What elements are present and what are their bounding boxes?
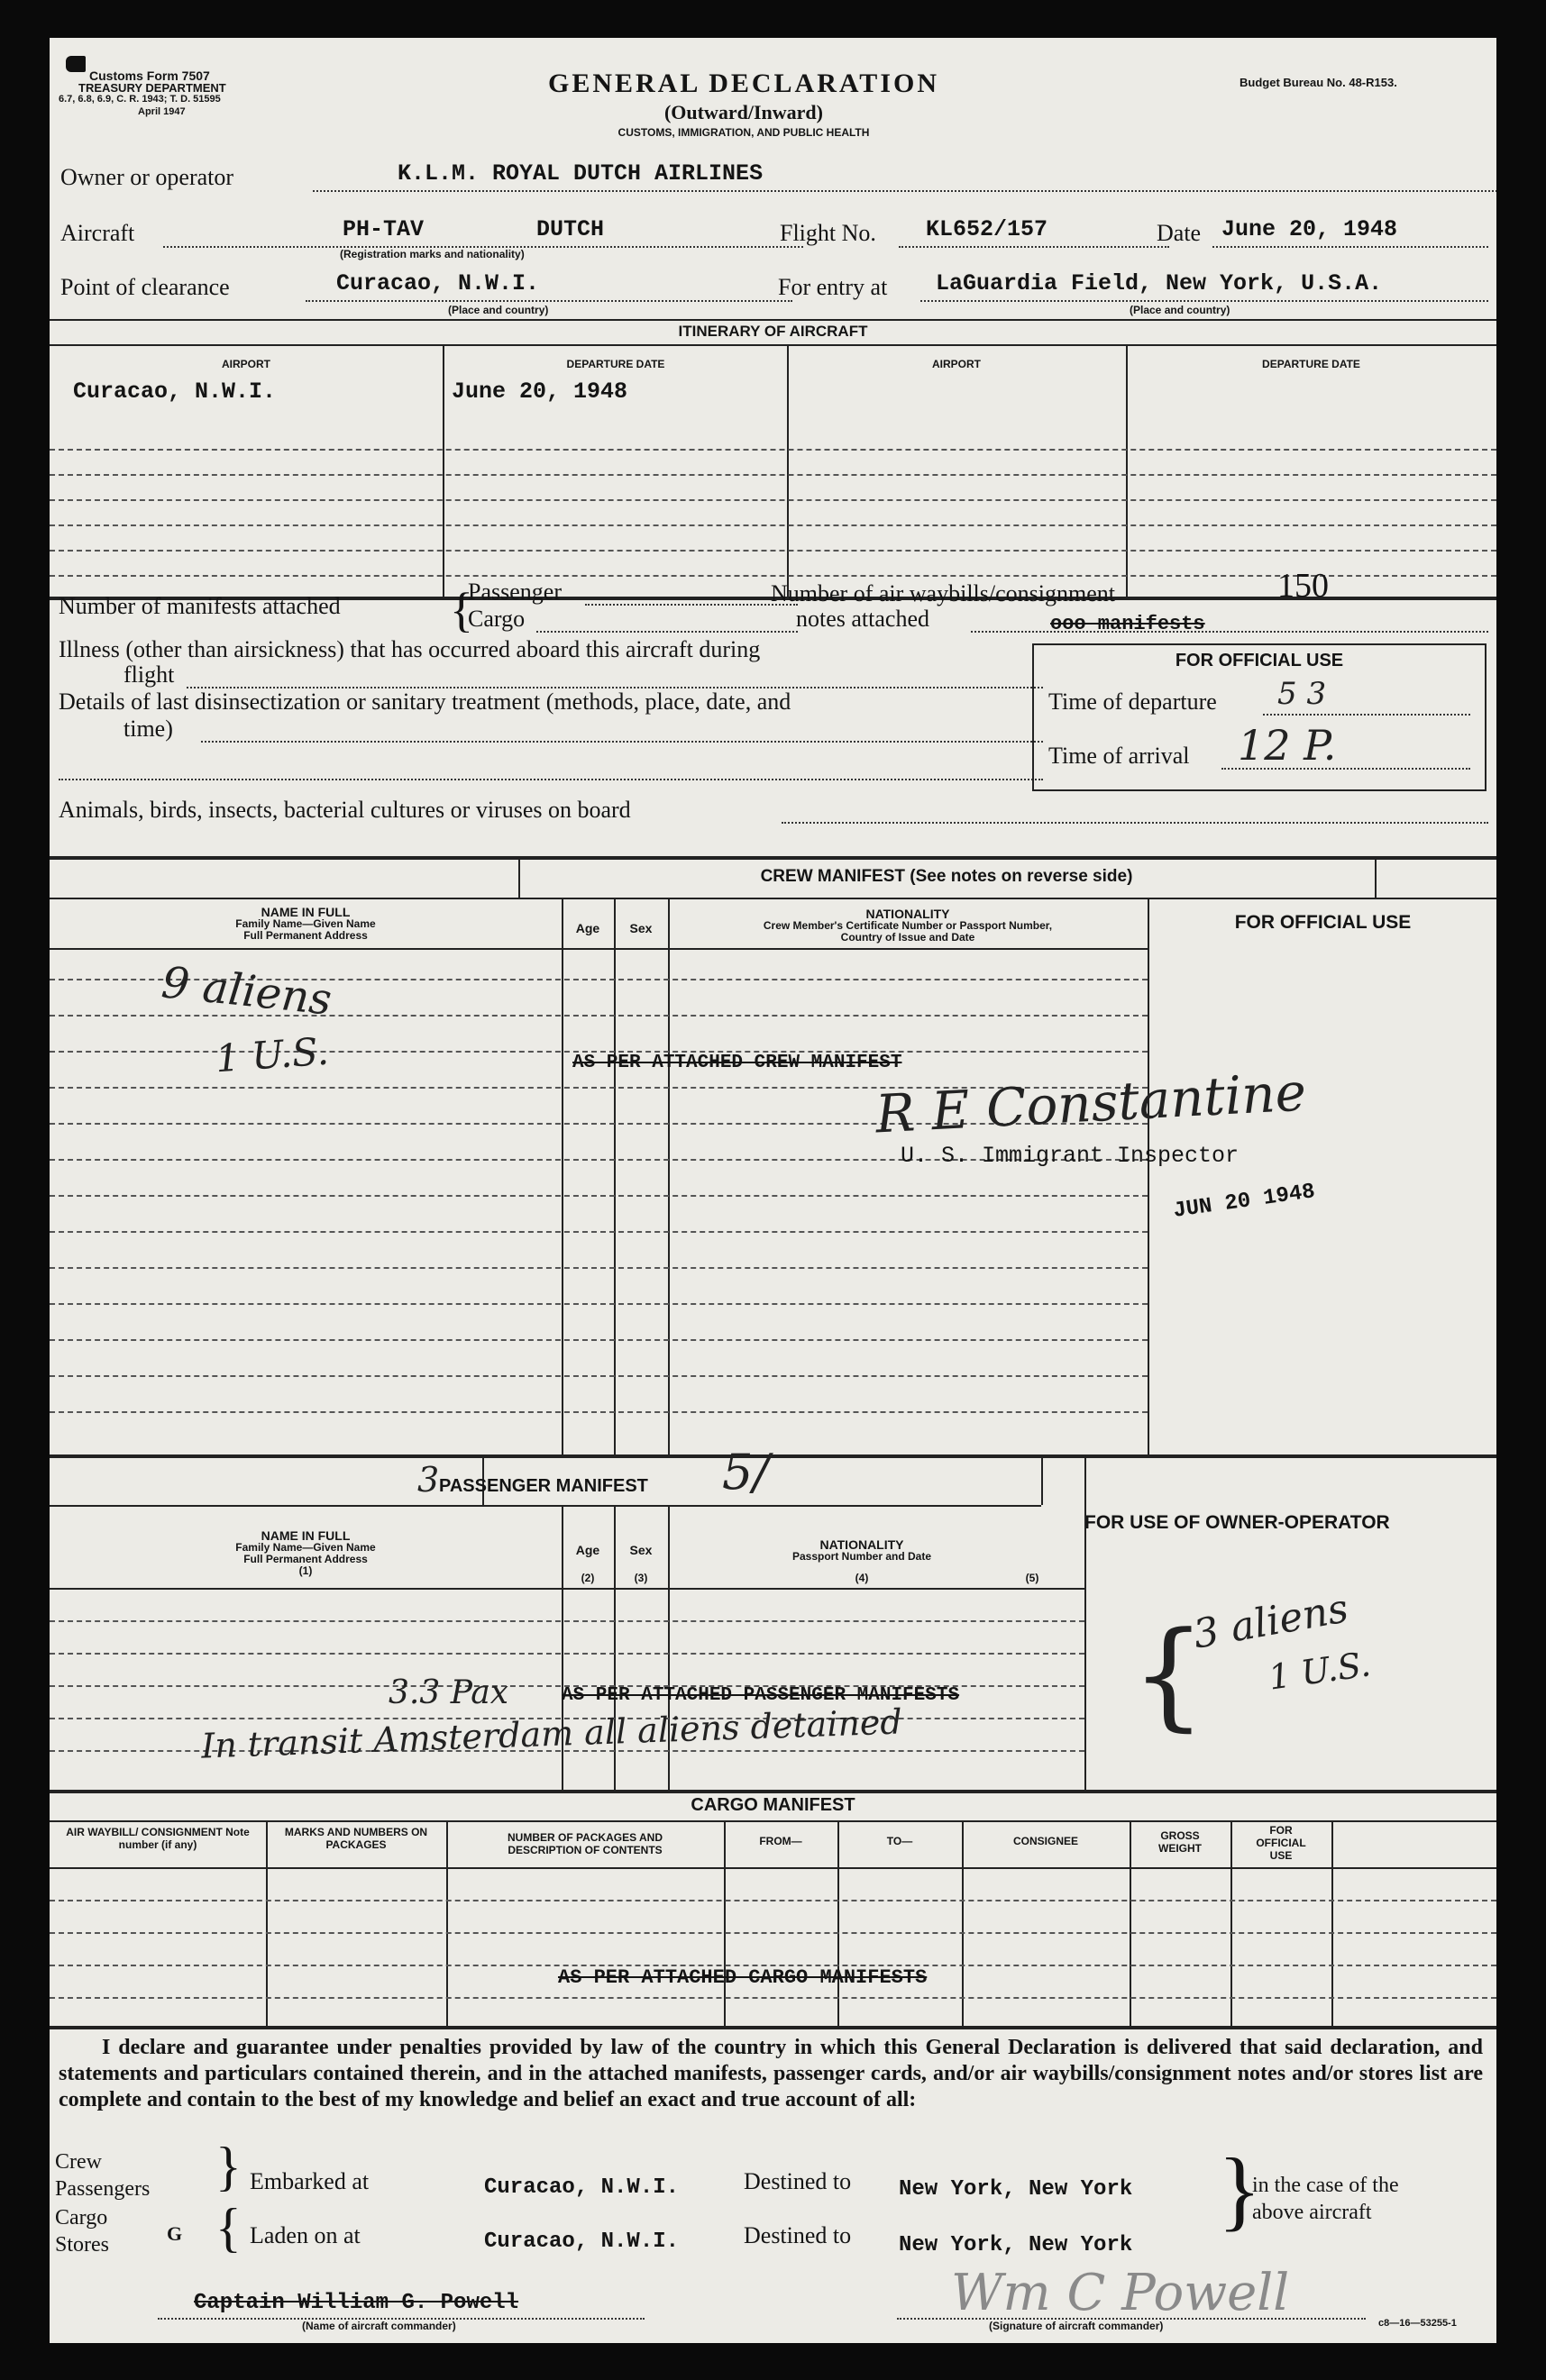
decl-stores-mark: G <box>167 2222 183 2245</box>
passenger-col-5: (5) <box>1025 1572 1039 1584</box>
cargo-col-consignee: CONSIGNEE <box>1012 1835 1078 1847</box>
declaration-text: I declare and guarantee under penalties provided by law of the country in which this General Declaration is delivered that said declaration, and statements and particulars contained therein, and in the attached manifests, passenger cards, and/or air waybills/consignment notes and/or stores list are complete and contain to the best of my knowledge and belief an exact and true account of all: <box>59 2036 1483 2111</box>
embarked-label: Embarked at <box>250 2168 370 2194</box>
passenger-col-owner: FOR USE OF OWNER-OPERATOR <box>1084 1512 1390 1533</box>
cargo-col-weight: GROSS WEIGHT <box>1158 1829 1202 1855</box>
crew-manifest-title: CREW MANIFEST (See notes on reverse side) <box>760 867 1133 886</box>
animals-label: Animals, birds, insects, bacterial cultures or viruses on board <box>59 797 631 823</box>
budget-number: Budget Bureau No. 48-R153. <box>1240 76 1397 89</box>
decl-crew: Crew <box>55 2150 102 2174</box>
passenger-stamp: AS PER ATTACHED PASSENGER MANIFESTS <box>562 1685 960 1706</box>
aircraft-caption: (Registration marks and nationality) <box>340 248 525 260</box>
passenger-hand-prefix: 3 <box>417 1460 440 1500</box>
entry-caption: (Place and country) <box>1130 304 1230 316</box>
destined-label-2: Destined to <box>744 2222 852 2248</box>
disinsect-label: Details of last disinsectization or sanitary treatment (methods, place, date, and <box>59 688 791 715</box>
cargo-col-from: FROM— <box>759 1835 802 1847</box>
passenger-manifest-title: PASSENGER MANIFEST <box>439 1476 648 1496</box>
owner-value: K.L.M. ROYAL DUTCH AIRLINES <box>398 160 764 187</box>
owner-hand-brace: { <box>1131 1606 1206 1743</box>
passenger-col-age: Age <box>575 1543 600 1557</box>
itinerary-col-airport-1: AIRPORT <box>222 358 270 370</box>
arrival-time-label: Time of arrival <box>1048 743 1190 769</box>
decl-brace-right: } <box>1218 2139 1261 2239</box>
destined-value-1: New York, New York <box>899 2177 1133 2202</box>
flight-label: Flight No. <box>780 220 876 246</box>
disinsect-label-2: time) <box>123 716 173 742</box>
commander-signature: Wm C Powell <box>951 2264 1290 2322</box>
cargo-manifest-title: CARGO MANIFEST <box>691 1795 855 1815</box>
print-code: c8—16—53255-1 <box>1378 2318 1457 2329</box>
form-number-badge <box>66 56 86 72</box>
departure-time-label: Time of departure <box>1048 688 1217 715</box>
decl-stores: Stores <box>55 2233 109 2257</box>
passenger-col-name-sub: Family Name—Given Name <box>235 1541 376 1554</box>
crew-col-sex: Sex <box>629 921 653 935</box>
crew-col-nationality: NATIONALITY <box>865 907 950 921</box>
itinerary-departure-value: June 20, 1948 <box>452 378 628 405</box>
cargo-col-marks: MARKS AND NUMBERS ON PACKAGES <box>284 1826 428 1851</box>
entry-label: For entry at <box>778 274 888 300</box>
arrival-time-value: 12 P. <box>1238 721 1337 770</box>
flight-value: KL652/157 <box>926 216 1048 242</box>
entry-value: LaGuardia Field, New York, U.S.A. <box>936 270 1383 296</box>
passenger-hand-suffix: 5/ <box>722 1444 770 1500</box>
passenger-label: Passenger <box>468 579 562 605</box>
passenger-hand-pax: 3.3 Pax <box>389 1674 509 1711</box>
cargo-col-to: TO— <box>886 1835 913 1847</box>
form-title: GENERAL DECLARATION <box>547 68 939 98</box>
commander-signature-caption: (Signature of aircraft commander) <box>989 2320 1164 2332</box>
itinerary-title: ITINERARY OF AIRCRAFT <box>678 323 868 340</box>
clearance-caption: (Place and country) <box>448 304 549 316</box>
commander-name: Captain William G. Powell <box>194 2291 519 2315</box>
destined-label-1: Destined to <box>744 2168 852 2194</box>
cargo-col-official: FOR OFFICIAL USE <box>1256 1824 1306 1862</box>
owner-hand-us: 1 U.S. <box>1266 1644 1374 1698</box>
official-use-title: FOR OFFICIAL USE <box>1175 651 1344 670</box>
declaration-form <box>50 38 1496 2343</box>
itinerary-col-date-2: DEPARTURE DATE <box>1262 358 1360 370</box>
crew-col-name-sub: Family Name—Given Name <box>235 917 376 930</box>
crew-col-name-sub-2: Full Permanent Address <box>243 929 368 942</box>
decl-passengers: Passengers <box>55 2177 151 2201</box>
aircraft-nationality: DUTCH <box>536 216 605 242</box>
form-reference: 6.7, 6.8, 6.9, C. R. 1943; T. D. 51595 <box>59 94 221 105</box>
crew-hand-us: 1 U.S. <box>214 1028 331 1081</box>
manifests-label: Number of manifests attached <box>59 593 341 619</box>
cargo-stamp: AS PER ATTACHED CARGO MANIFESTS <box>558 1966 928 1989</box>
passenger-col-sex-num: (3) <box>634 1572 648 1584</box>
manifests-brace: { <box>450 583 473 637</box>
clearance-label: Point of clearance <box>60 274 230 300</box>
itinerary-col-date-1: DEPARTURE DATE <box>566 358 665 370</box>
form-date: April 1947 <box>138 106 186 117</box>
decl-right-text-2: above aircraft <box>1252 2201 1372 2224</box>
decl-cargo: Cargo <box>55 2206 108 2230</box>
aircraft-label: Aircraft <box>60 220 135 246</box>
inspector-date-stamp: JUN 20 1948 <box>1171 1180 1317 1224</box>
form-subtitle: CUSTOMS, IMMIGRATION, AND PUBLIC HEALTH <box>617 126 870 139</box>
form-number: Customs Form 7507 <box>89 68 210 83</box>
destined-value-2: New York, New York <box>899 2233 1133 2257</box>
aircraft-marks: PH-TAV <box>343 216 425 242</box>
itinerary-airport-value: Curacao, N.W.I. <box>73 378 277 405</box>
departure-time-value: 5 3 <box>1277 676 1327 712</box>
clearance-value: Curacao, N.W.I. <box>336 270 540 296</box>
crew-col-name: NAME IN FULL <box>261 905 351 919</box>
cargo-col-packages: NUMBER OF PACKAGES AND DESCRIPTION OF CONTENTS <box>507 1831 663 1856</box>
crew-col-nationality-sub-2: Country of Issue and Date <box>840 931 975 944</box>
inspector-title: U. S. Immigrant Inspector <box>901 1143 1240 1169</box>
crew-stamp: AS PER ATTACHED CREW MANIFEST <box>572 1053 902 1073</box>
crew-col-age: Age <box>575 921 600 935</box>
crew-hand-aliens: 9 aliens <box>159 957 334 1026</box>
waybills-label: Number of air waybills/consignment <box>771 580 1115 606</box>
passenger-hand-transit: In transit Amsterdam all aliens detained <box>200 1701 903 1766</box>
form-department: TREASURY DEPARTMENT <box>78 81 226 95</box>
illness-label: Illness (other than airsickness) that has occurred aboard this aircraft during <box>59 636 761 662</box>
passenger-col-sex: Sex <box>629 1543 653 1557</box>
date-label: Date <box>1157 220 1202 246</box>
passenger-col-nationality-sub: Passport Number and Date <box>791 1550 932 1563</box>
passenger-col-name-sub-2: Full Permanent Address <box>243 1553 368 1565</box>
passenger-col-name-num: (1) <box>298 1564 313 1577</box>
cargo-label: Cargo <box>468 606 526 632</box>
owner-label: Owner or operator <box>60 164 234 190</box>
crew-col-official: FOR OFFICIAL USE <box>1234 912 1412 933</box>
decl-brace-left-2: { <box>215 2198 242 2257</box>
decl-right-text: in the case of the <box>1252 2174 1399 2197</box>
embarked-value: Curacao, N.W.I. <box>484 2175 680 2200</box>
illness-label-2: flight <box>123 661 175 688</box>
passenger-col-name: NAME IN FULL <box>261 1528 351 1543</box>
commander-name-caption: (Name of aircraft commander) <box>302 2320 456 2332</box>
passenger-col-age-num: (2) <box>581 1572 595 1584</box>
passenger-col-nationality: NATIONALITY <box>819 1537 904 1552</box>
laden-label: Laden on at <box>250 2222 361 2248</box>
laden-value: Curacao, N.W.I. <box>484 2230 680 2254</box>
cargo-col-waybill: AIR WAYBILL/ CONSIGNMENT Note number (if any) <box>66 1826 250 1851</box>
form-direction: (Outward/Inward) <box>663 101 823 123</box>
inspector-signature: R E Constantine <box>874 1061 1308 1145</box>
decl-brace-left: } <box>215 2137 242 2196</box>
waybills-label-2: notes attached <box>796 606 929 632</box>
owner-hand-aliens: 3 aliens <box>1189 1585 1352 1658</box>
itinerary-col-airport-2: AIRPORT <box>932 358 981 370</box>
waybills-struck: ooo manifests <box>1050 613 1205 635</box>
waybills-value: 150 <box>1277 567 1329 605</box>
date-value: June 20, 1948 <box>1221 216 1398 242</box>
passenger-col-nationality-num: (4) <box>855 1572 869 1584</box>
crew-col-nationality-sub: Crew Member's Certificate Number or Passport Number, <box>763 919 1053 932</box>
